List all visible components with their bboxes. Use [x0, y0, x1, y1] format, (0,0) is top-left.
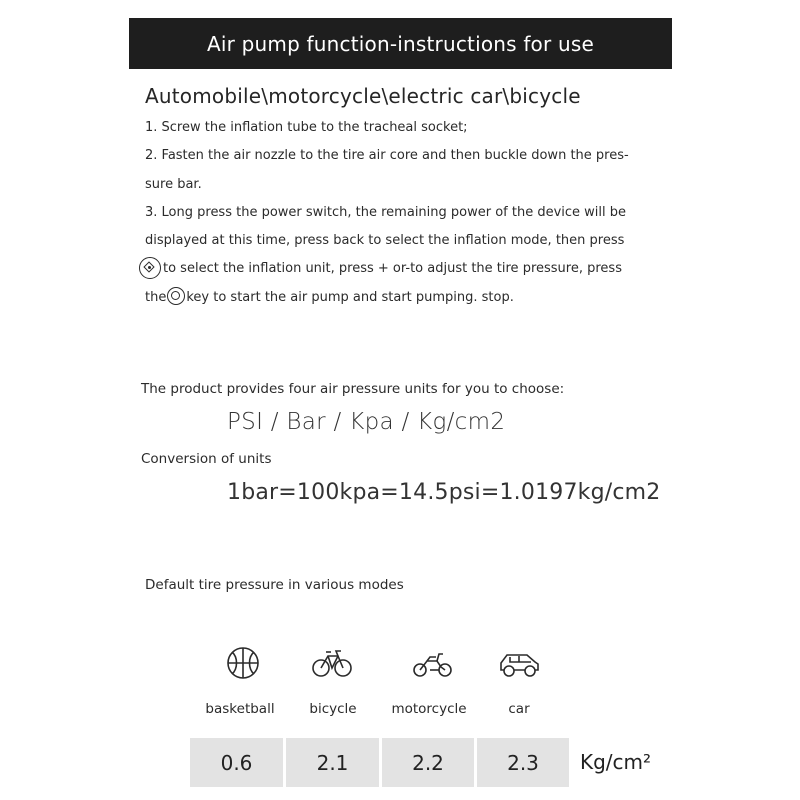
mode-label-bicycle: bicycle — [309, 701, 357, 717]
pressure-value-bicycle: 2.1 — [286, 738, 379, 787]
power-button-icon — [167, 287, 185, 305]
instruction-step-3-line-4 — [145, 284, 665, 312]
pressure-value-car: 2.3 — [477, 738, 569, 787]
mode-label-car: car — [508, 701, 530, 717]
mode-label-motorcycle: motorcycle — [391, 701, 467, 717]
pressure-unit-label: Kg/cm² — [580, 750, 652, 774]
mode-button-icon — [139, 257, 161, 279]
bicycle-icon — [310, 643, 354, 683]
instruction-step-3-line-3 — [145, 255, 665, 283]
conversion-label: Conversion of units — [141, 451, 272, 467]
basketball-icon — [221, 643, 265, 683]
instruction-step-2-line-2: sure bar. — [145, 176, 202, 192]
instruction-step-3-line-4-post: key to start the air pump and start pumping. stop. — [186, 289, 514, 305]
units-list: PSI / Bar / Kpa / Kg/cm2 — [227, 409, 506, 435]
motorcycle-icon — [410, 643, 454, 683]
car-icon — [497, 643, 541, 683]
vehicle-subtitle: Automobile\motorcycle\electric car\bicycle — [145, 84, 581, 108]
instruction-step-2-line-1: 2. Fasten the air nozzle to the tire air core and then buckle down the pres- — [145, 148, 629, 164]
instruction-step-3-line-4-pre: the — [145, 289, 167, 305]
pressure-value-motorcycle: 2.2 — [382, 738, 474, 787]
title-banner — [129, 18, 672, 69]
conversion-formula: 1bar=100kpa=14.5psi=1.0197kg/cm2 — [227, 480, 661, 505]
mode-label-basketball: basketball — [205, 701, 275, 717]
instructions-block — [145, 114, 665, 312]
instruction-step-3-line-1: 3. Long press the power switch, the remaining power of the device will be — [145, 204, 627, 220]
instruction-step-3-line-2: displayed at this time, press back to select the inflation mode, then press — [145, 233, 625, 249]
instruction-step-1: 1. Screw the inflation tube to the tracheal socket; — [145, 120, 468, 135]
page-title: Air pump function-instructions for use — [207, 31, 594, 56]
pressure-value-basketball: 0.6 — [190, 738, 283, 787]
units-intro: The product provides four air pressure units for you to choose: — [141, 381, 565, 397]
instruction-step-3-line-3-text: to select the inflation unit, press + or-to adjust the tire pressure, press — [163, 261, 622, 277]
defaults-label: Default tire pressure in various modes — [145, 577, 404, 593]
